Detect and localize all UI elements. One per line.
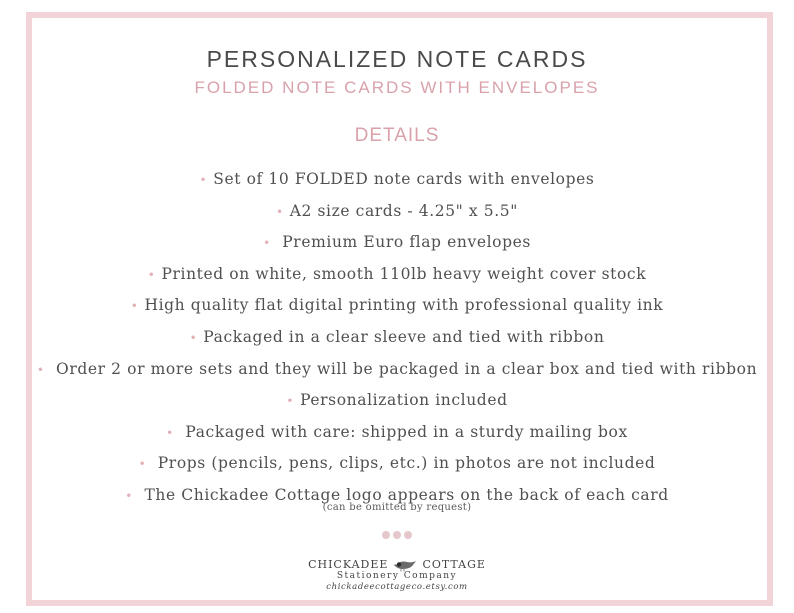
details-list-item: [0, 293, 794, 325]
bullet-icon: •: [199, 173, 208, 187]
page-subtitle: FOLDED NOTE CARDS WITH ENVELOPES: [194, 78, 600, 97]
details-item-text: Props (pencils, pens, clips, etc.) in photos are not included: [152, 454, 656, 473]
divider-dots: [0, 524, 794, 543]
details-list-item: [0, 199, 794, 231]
dot-icon: [382, 531, 390, 539]
details-item-text: Printed on white, smooth 110lb heavy weight cover stock: [161, 264, 647, 283]
details-item-text: Order 2 or more sets and they will be packaged in a clear box and tied with ribbon: [50, 359, 758, 378]
bullet-icon: •: [36, 362, 45, 377]
bullet-icon: •: [189, 330, 198, 345]
bullet-icon: •: [147, 267, 156, 282]
bullet-icon: •: [276, 204, 284, 219]
company-logo: [0, 558, 794, 593]
bullet-icon: •: [263, 236, 271, 251]
dot-icon: [393, 531, 401, 539]
details-list-item: [0, 451, 794, 483]
logo-left-word: CHICKADEE: [308, 558, 389, 571]
details-list-item: [0, 420, 794, 452]
details-item-text: High quality flat digital printing with professional quality ink: [144, 296, 664, 315]
bullet-icon: •: [138, 457, 147, 472]
logo-right-word: COTTAGE: [422, 558, 486, 571]
details-list-item: [0, 357, 794, 389]
details-item-text: Packaged in a clear sleeve and tied with ribbon: [203, 327, 605, 346]
logo-url: chickadeecottageco.etsy.com: [326, 582, 468, 592]
details-item-text: Packaged with care: shipped in a sturdy mailing box: [179, 422, 628, 441]
details-item-text: Premium Euro flap envelopes: [276, 233, 531, 252]
dot-icon: [404, 531, 412, 539]
details-item-text: The Chickadee Cottage logo appears on the back of each card: [138, 485, 669, 504]
details-list: [0, 167, 794, 515]
chickadee-bird-icon: [392, 558, 418, 572]
bullet-icon: •: [286, 394, 295, 409]
details-list-item: [0, 262, 794, 294]
logo-wordmark: [0, 558, 794, 571]
details-list-item: [0, 388, 794, 420]
bullet-icon: •: [130, 299, 139, 314]
details-item-text: A2 size cards - 4.25" x 5.5": [289, 201, 518, 220]
details-item-text: Personalization included: [300, 391, 508, 410]
bullet-icon: •: [125, 488, 133, 503]
logo-subtitle: Stationery Company: [336, 571, 458, 581]
page-title: PERSONALIZED NOTE CARDS: [206, 46, 588, 72]
details-list-item: [0, 325, 794, 357]
details-heading: DETAILS: [354, 125, 440, 146]
omission-note: (can be omitted by request): [322, 502, 472, 513]
bullet-icon: •: [166, 425, 174, 440]
details-list-item: [0, 167, 794, 199]
details-item-text: Set of 10 FOLDED note cards with envelopes: [213, 170, 595, 188]
details-list-item: [0, 230, 794, 262]
